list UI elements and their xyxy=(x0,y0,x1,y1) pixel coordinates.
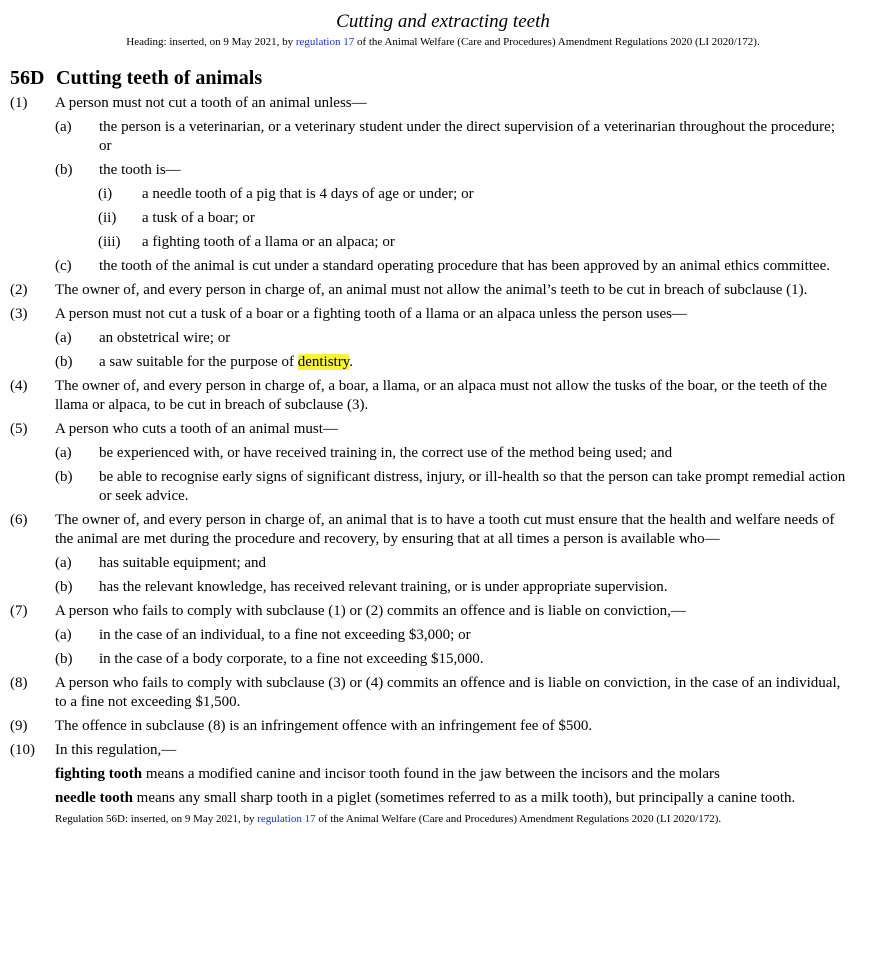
paragraph-1b xyxy=(0,161,886,180)
paragraph-label: (a) xyxy=(55,330,72,346)
subclause-10 xyxy=(0,741,886,760)
paragraph-text: be experienced with, or have received training in, the correct use of the method being used; and xyxy=(99,445,673,461)
subclause-label: (10) xyxy=(10,742,35,758)
subparagraph-text: a tusk of a boar; or xyxy=(142,210,255,226)
paragraph-3b xyxy=(0,353,886,372)
paragraph-label: (b) xyxy=(55,469,73,485)
subparagraph-text: a fighting tooth of a llama or an alpaca; or xyxy=(142,234,395,250)
regulation-number: 56D xyxy=(10,67,45,89)
paragraph-text: a saw suitable for the purpose of dentistry. xyxy=(99,354,353,370)
definition-term: fighting tooth xyxy=(55,766,143,782)
subclause-label: (1) xyxy=(10,95,28,111)
subclause-label: (3) xyxy=(10,306,28,322)
regulation-heading xyxy=(10,67,886,89)
paragraph-label: (a) xyxy=(55,555,72,571)
paragraph-label: (c) xyxy=(55,258,72,274)
paragraph-text: be able to recognise early signs of significant distress, injury, or ill-health so that the person can take prompt remedial action or seek advice. xyxy=(99,469,846,504)
definition-meaning: means a modified canine and incisor tooth found in the jaw between the incisors and the molars xyxy=(142,766,720,782)
subclause-3 xyxy=(0,305,886,324)
subclause-6 xyxy=(0,511,886,549)
subclause-label: (2) xyxy=(10,282,28,298)
paragraph-label: (b) xyxy=(55,162,73,178)
paragraph-label: (b) xyxy=(55,579,73,595)
paragraph-text: the tooth is— xyxy=(99,162,181,178)
heading-history-note: Heading: inserted, on 9 May 2021, by regulation 17 of the Animal Welfare (Care and Procedures) Amendment Regulations 2020 (LI 2020/172). xyxy=(126,36,760,48)
paragraph-label: (a) xyxy=(55,445,72,461)
paragraph-7a xyxy=(0,626,886,645)
subclause-text: The owner of, and every person in charge of, an animal must not allow the animal’s teeth to be cut in breach of subclause (1). xyxy=(55,282,808,298)
subclause-text: A person who fails to comply with subclause (1) or (2) commits an offence and is liable on conviction,— xyxy=(55,603,686,619)
subclause-label: (6) xyxy=(10,512,28,528)
regulation-history-note: Regulation 56D: inserted, on 9 May 2021, by regulation 17 of the Animal Welfare (Care and Procedures) Amendment Regulations 2020 (LI 2020/172). xyxy=(55,813,722,825)
subclause-text: The owner of, and every person in charge of, a boar, a llama, or an alpaca must not allow the tusks of the boar, or the teeth of the llama or alpaca, to be cut in breach of subclause (3). xyxy=(55,378,828,413)
subclause-8 xyxy=(0,674,886,712)
definition-needle-tooth xyxy=(55,789,850,808)
subclause-5 xyxy=(0,420,886,439)
subparagraph-1b-ii xyxy=(0,209,886,228)
paragraph-7b xyxy=(0,650,886,669)
subclause-label: (7) xyxy=(10,603,28,619)
paragraph-6b xyxy=(0,578,886,597)
paragraph-label: (b) xyxy=(55,651,73,667)
definition-meaning: means any small sharp tooth in a piglet (sometimes referred to as a milk tooth), but principally a canine tooth. xyxy=(132,790,796,806)
paragraph-text: in the case of a body corporate, to a fine not exceeding $15,000. xyxy=(99,651,484,667)
paragraph-text: in the case of an individual, to a fine not exceeding $3,000; or xyxy=(99,627,471,643)
paragraph-5a xyxy=(0,444,886,463)
subclause-text: A person who cuts a tooth of an animal must— xyxy=(55,421,338,437)
definition-term: needle tooth xyxy=(55,790,133,806)
subclause-2 xyxy=(0,281,886,300)
subparagraph-label: (ii) xyxy=(98,210,117,226)
subclause-1 xyxy=(0,94,886,113)
paragraph-3a xyxy=(0,329,886,348)
paragraph-text: an obstetrical wire; or xyxy=(99,330,231,346)
subparagraph-label: (i) xyxy=(98,186,113,202)
subclause-4 xyxy=(0,377,886,415)
subclause-text: A person must not cut a tooth of an animal unless— xyxy=(55,95,367,111)
subclause-text: The offence in subclause (8) is an infringement offence with an infringement fee of $500. xyxy=(55,718,593,734)
part-heading: Cutting and extracting teeth xyxy=(336,11,550,32)
subparagraph-text: a needle tooth of a pig that is 4 days of age or under; or xyxy=(142,186,474,202)
paragraph-label: (a) xyxy=(55,119,72,135)
paragraph-1a xyxy=(0,118,886,156)
subclause-text: A person who fails to comply with subclause (3) or (4) commits an offence and is liable on conviction, in the case of an individual, to a fine not exceeding $1,500. xyxy=(55,675,841,710)
subclause-text: In this regulation,— xyxy=(55,742,177,758)
subclause-label: (8) xyxy=(10,675,28,691)
subclause-label: (5) xyxy=(10,421,28,437)
regulation-title: Cutting teeth of animals xyxy=(56,67,263,89)
subclause-9 xyxy=(0,717,886,736)
subclause-text: A person must not cut a tusk of a boar or a fighting tooth of a llama or an alpaca unless the person uses— xyxy=(55,306,687,322)
subclause-label: (4) xyxy=(10,378,28,394)
paragraph-text: has suitable equipment; and xyxy=(99,555,267,571)
paragraph-text: the tooth of the animal is cut under a standard operating procedure that has been approved by an animal ethics committee. xyxy=(99,258,831,274)
paragraph-1c xyxy=(0,257,886,276)
regulation-history-link[interactable]: regulation 17 xyxy=(257,813,316,825)
paragraph-label: (a) xyxy=(55,627,72,643)
search-highlight: dentistry xyxy=(297,354,350,370)
subparagraph-1b-iii xyxy=(0,233,886,252)
paragraph-text: the person is a veterinarian, or a veterinary student under the direct supervision of a veterinarian throughout the procedure; or xyxy=(99,119,835,154)
subparagraph-1b-i xyxy=(0,185,886,204)
paragraph-label: (b) xyxy=(55,354,73,370)
paragraph-text: has the relevant knowledge, has received relevant training, or is under appropriate supervision. xyxy=(99,579,668,595)
definition-fighting-tooth xyxy=(55,765,850,784)
subclause-label: (9) xyxy=(10,718,28,734)
subclause-7 xyxy=(0,602,886,621)
subparagraph-label: (iii) xyxy=(98,234,121,250)
paragraph-5b xyxy=(0,468,886,506)
subclause-text: The owner of, and every person in charge of, an animal that is to have a tooth cut must ensure that the health and welfare needs of the animal are met during the procedure and recovery, by ensuring that at all times a person is available who— xyxy=(55,512,835,547)
heading-history-link[interactable]: regulation 17 xyxy=(295,36,355,48)
paragraph-6a xyxy=(0,554,886,573)
